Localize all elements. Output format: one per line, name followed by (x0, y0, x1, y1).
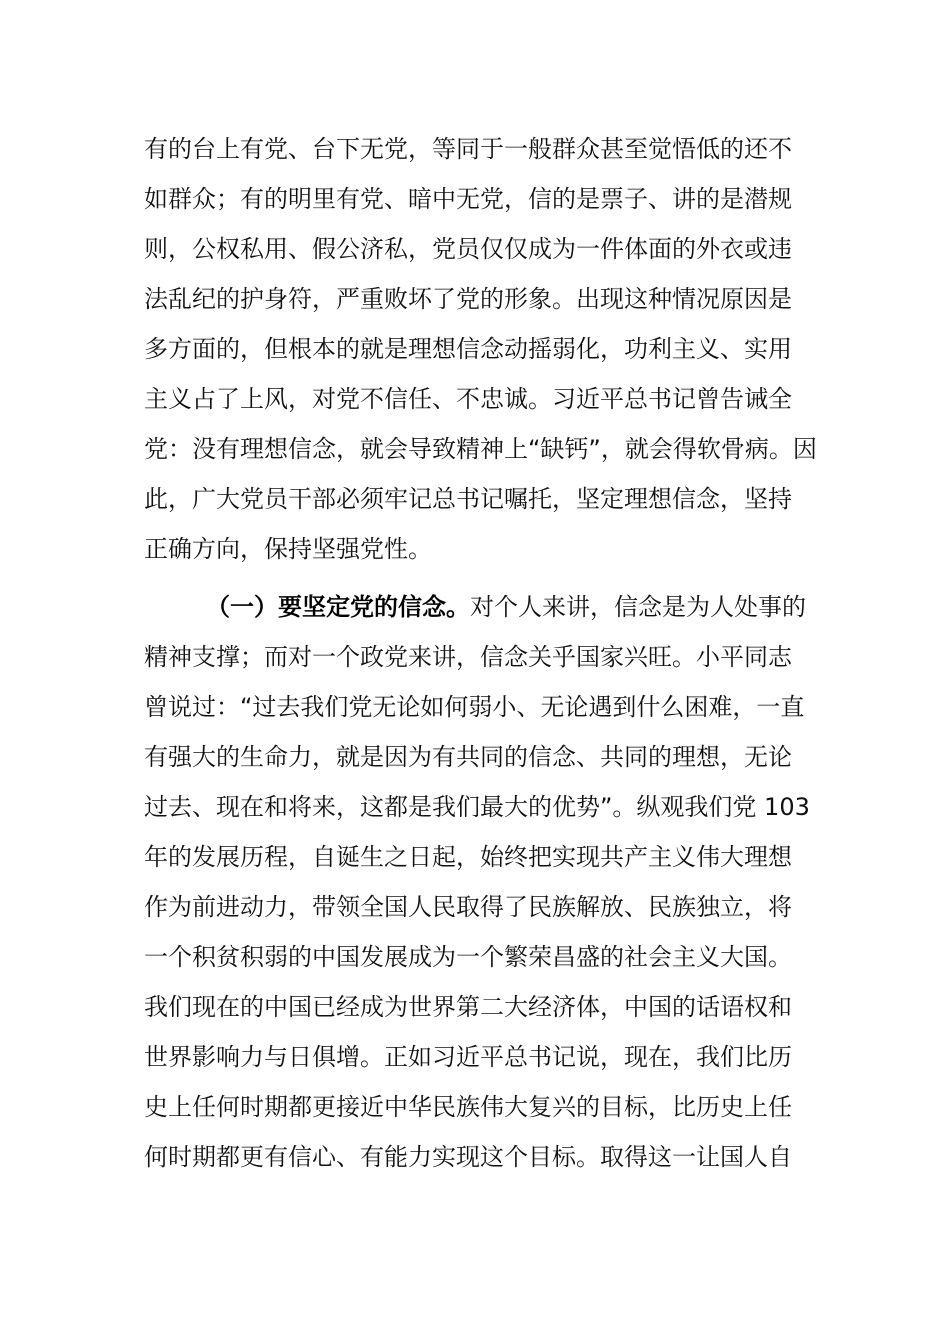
paragraph-1-line: 法乱纪的护身符，严重败坏了党的形象。出现这种情况原因是 (144, 285, 792, 313)
paragraph-1-line: 则，公权私用、假公济私，党员仅仅成为一件体面的外衣或违 (144, 235, 792, 263)
paragraph-2-line: 一个积贫积弱的中国发展成为一个繁荣昌盛的社会主义大国。 (144, 943, 792, 971)
paragraph-1-line: 党：没有理想信念，就会导致精神上“缺钙”，就会得软骨病。因 (144, 435, 817, 463)
paragraph-1-line: 如群众；有的明里有党、暗中无党，信的是票子、讲的是潜规 (144, 185, 792, 213)
paragraph-2-line: 世界影响力与日俱增。正如习近平总书记说，现在，我们比历 (144, 1043, 792, 1071)
paragraph-2-line: 有强大的生命力，就是因为有共同的信念、共同的理想，无论 (144, 743, 792, 771)
paragraph-2-line: 年的发展历程，自诞生之日起，始终把实现共产主义伟大理想 (144, 843, 792, 871)
paragraph-2-line: 精神支撑；而对一个政党来讲，信念关乎国家兴旺。小平同志 (144, 643, 792, 671)
paragraph-1-line: 多方面的，但根本的就是理想信念动摇弱化，功利主义、实用 (144, 335, 792, 363)
section-heading: （一）要坚定党的信念。 (206, 593, 470, 621)
paragraph-2-line: 何时期都更有信心、有能力实现这个目标。取得这一让国人自 (144, 1143, 792, 1171)
paragraph-2-first-line (206, 582, 826, 632)
paragraph-2-line: 曾说过：“过去我们党无论如何弱小、无论遇到什么困难，一直 (144, 693, 805, 721)
paragraph-2-line: 我们现在的中国已经成为世界第二大经济体，中国的话语权和 (144, 993, 792, 1021)
paragraph-2-line: 史上任何时期都更接近中华民族伟大复兴的目标，比历史上任 (144, 1093, 792, 1121)
paragraph-1-line: 此，广大党员干部必须牢记总书记嘱托，坚定理想信念，坚持 (144, 485, 792, 513)
paragraph-1-line: 正确方向，保持坚强党性。 (144, 535, 432, 563)
paragraph-2-line: 过去、现在和将来，这都是我们最大的优势”。纵观我们党 103 (144, 793, 810, 821)
paragraph-1-line: 有的台上有党、台下无党，等同于一般群众甚至觉悟低的还不 (144, 135, 792, 163)
paragraph-2-first-line-text: 对个人来讲，信念是为人处事的 (470, 593, 806, 621)
paragraph-1-line: 主义占了上风，对党不信任、不忠诚。习近平总书记曾告诫全 (144, 385, 792, 413)
paragraph-2-line: 作为前进动力，带领全国人民取得了民族解放、民族独立，将 (144, 893, 792, 921)
